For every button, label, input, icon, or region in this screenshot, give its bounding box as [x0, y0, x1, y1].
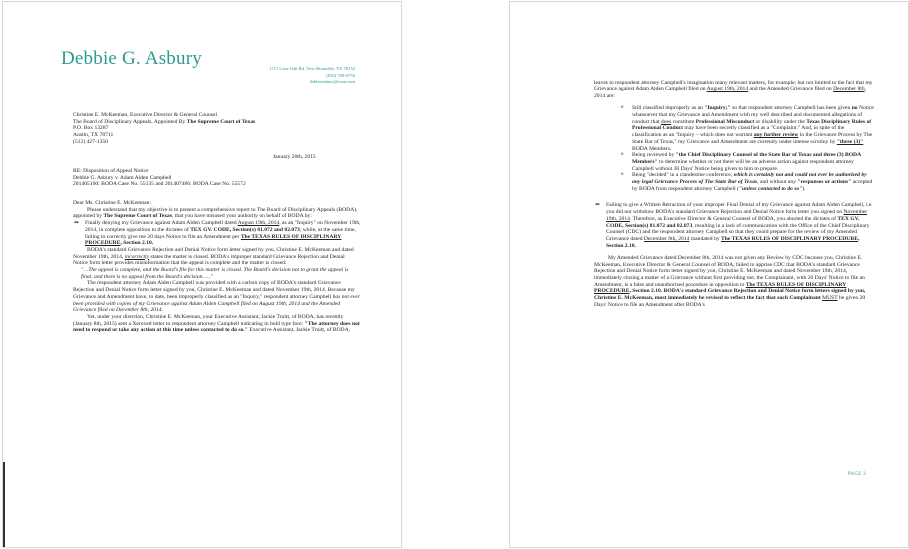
recipient-line: P.O. Box 13287 — [73, 125, 109, 132]
letterhead-email: debbieasbury@msn.com — [309, 79, 355, 85]
circle-bullet-icon: o — [621, 105, 624, 111]
letterhead-phone: (830) 708-0756 — [326, 72, 355, 78]
letter-page-2 — [510, 2, 908, 547]
re-block — [73, 168, 361, 188]
paragraph: The respondent attorney Adam Alden Campbell was provided with a carbon copy of BODA's standard Grievance Rejection and Denial Notice form letter signed by you, Christine E. McKeeman and dated November 19th, 2014. Because my Grievance and Amendment have, to date, been improperly classified as an "Inquiry," respondent attorney Campbell has not ever been provided with copies of my Grievance against Adam Alden Campbell filed on August 19th, 2014 and the Amended Grievance filed on December 8th, 2014. — [73, 280, 360, 314]
letterhead-street: 1711 Lone Oak Rd. New Braunfels, TX 78132 — [269, 66, 355, 71]
circle-bullet-icon: o — [621, 152, 624, 158]
re-line: 201405100; BODA Case No. 55135 and 201407486: BODA Case No. 55572 — [73, 181, 246, 188]
re-line: RE: Disposition of Appeal Notice — [73, 168, 149, 174]
paragraph: BODA's standard Grievance Rejection and Denial Notice form letter signed by you, Christine E. McKeeman and dated November 19th, 2014, incorrectly states the matter is closed. BODA's improper standard Grievance Rejection and Denial Notice form letter provides misinformation that the appeal is complete and the matter is closed: — [73, 246, 354, 267]
letter-body-page-1 — [73, 200, 361, 334]
bullet-item: ➦ Finally denying my Grievance against Adam Alden Campbell dated August 19th, 2014, as an "Inquiry" on November 19th, 2014, in complete opposition to the dictates of TEX GV. CODE, Section(s) 81.072 and 82.073; while, at the same time, failing to correctly give me 20 days Notice to file an Amendment per The TEXAS RULES OF DISCIPLINARY PROCEDURE, Section 2.10. — [74, 220, 361, 247]
letter-body-page-2 — [594, 74, 874, 314]
salutation: Dear Ms. Christine E. McKeeman: — [73, 200, 151, 206]
scan-edge-mark — [3, 462, 5, 547]
quoted-passage: "…The appeal is complete, and the Board's file for this matter is closed. The Board's decision not to grant the appeal is final, and there is no appeal from the Board's decision….." — [81, 267, 349, 280]
page-number: PAGE 2 — [847, 472, 866, 477]
letter-page-1 — [3, 2, 401, 547]
paragraph: Please understand that my objective is to present a comprehensive report to The Board of Disciplinary Appeals (BODA), appointed by The Supreme Court of Texas, that you have misused your authority on behalf of BODA by: — [73, 206, 358, 220]
paragraph: leaves to respondent attorney Campbell's imagination many relevant matters, for example; but not limited to the fact that my Grievance against Adam Alden Campbell filed on August 19th, 2014 and the Amended Grievance filed on December 8th, 2014 are: — [594, 79, 873, 99]
sub-bullet-item: o Still classified improperly as an "Inquiry;" so that respondent attorney Campbell has been given no Notice whatsoever that my Grievance and Amendment with my well described and documented allegations of conduct that does constitute Professional Misconduct or disability under the Texas Disciplinary Rules of Professional Conduct may have been secretly classified as a "Complaint." And, in spite of the classification as an "Inquiry – which does not warrant any further review in the Grievance Process by The State Bar of Texas," my Grievance and Amendment are currently under intense scrutiny by "three (3)" BODA Members. — [621, 105, 874, 152]
letterhead-address — [269, 66, 355, 86]
sub-bullet-item: o Being reviewed by "the Chief Disciplinary Counsel of the State Bar of Texas and three (3) BODA Members" to determine whether or not there will be an adverse action against respondent attorney Campbell without 30 Days' Notice being given to him to prepare. — [621, 152, 861, 172]
recipient-line: (512) 427-1350 — [73, 138, 108, 145]
recipient-line: The Board of Disciplinary Appeals, Appointed By The Supreme Court of Texas — [73, 118, 256, 125]
bullet-item: ➦ Failing to give a Written Retraction of your improper Final Denial of my Grievance against Adam Alden Campbell, i.e. you did not withdraw BODA's standard Grievance Rejection and Denial Notice form letter you signed on November 19th, 2014. Therefore, as Executive Director & General Counsel of BODA, you aborted the dictates of TEX GV. CODE, Section(s) 81.072 and 82.073, resulting in a lack of communication with the Office of the Chief Disciplinary Counsel (CDC) and the respondent attorney Campbell so that they could prepare for the review of my Amended Grievance dated December 8th, 2014 mandated by The TEXAS RULES OF DISCIPLINARY PROCEDURE, Section 2.10. — [595, 202, 873, 249]
letterhead-name: Debbie G. Asbury — [61, 48, 202, 69]
arrow-bullet-icon: ➦ — [595, 202, 601, 209]
arrow-bullet-icon: ➦ — [74, 220, 80, 227]
recipient-line: Austin, TX 78711 — [73, 132, 114, 139]
paragraph: My Amended Grievance dated December 8th, 2014 was not given any Review by CDC because you, Christine E. McKeeman, Executive Director & General Counsel of BODA, failed to apprise CDC that BODA's standard Grievance Rejection and Denial Notice form letter signed by you, Christine E. McKeeman and dated November 19th, 2014, immediately closing a matter of a Grievance without first providing me, the Complainant, with 20 Days' Notice to file an Amendment, is a false and unauthorized procedure in opposition to The TEXAS RULES OF DISCIPLINARY PROCEDURE, Section 2.10. BODA's standard Grievance Rejection and Denial Notice form letters signed by you, Christine E. McKeeman, must immediately be revised to reflect the fact that each Complainant MUST be given 20 Days' Notice to file an Amendment after BODA's — [594, 254, 866, 308]
re-line: Debbie G. Asbury v. Adam Alden Campbell — [73, 174, 172, 181]
recipient-block — [73, 112, 361, 146]
paragraph: Yet, under your direction, Christine E. McKeeman, your Executive Assistant, Jackie Truitt, of BODA, has recently (January 8th, 2015) sent a Xeroxed letter to respondent attorney Campbell indicating in bold type face: "The attorney does not need to respond or take any action at this time unless contacted to do so." Executive Assistant, Jackie Truitt, of BODA, — [73, 313, 360, 334]
letter-date: January 20th, 2015 — [273, 154, 316, 160]
sub-bullet-item: o Being "decided" in a clandestine conference, which is certainly not and could not ever be authorized by any legal Grievance Process of The State Bar of Texas, and without any "responses or actions" accepted by BODA from respondent attorney Campbell ("unless contacted to do so"). — [621, 172, 873, 192]
circle-bullet-icon: o — [621, 172, 624, 178]
recipient-line: Christine E. McKeeman, Executive Director & General Counsel — [73, 112, 217, 118]
